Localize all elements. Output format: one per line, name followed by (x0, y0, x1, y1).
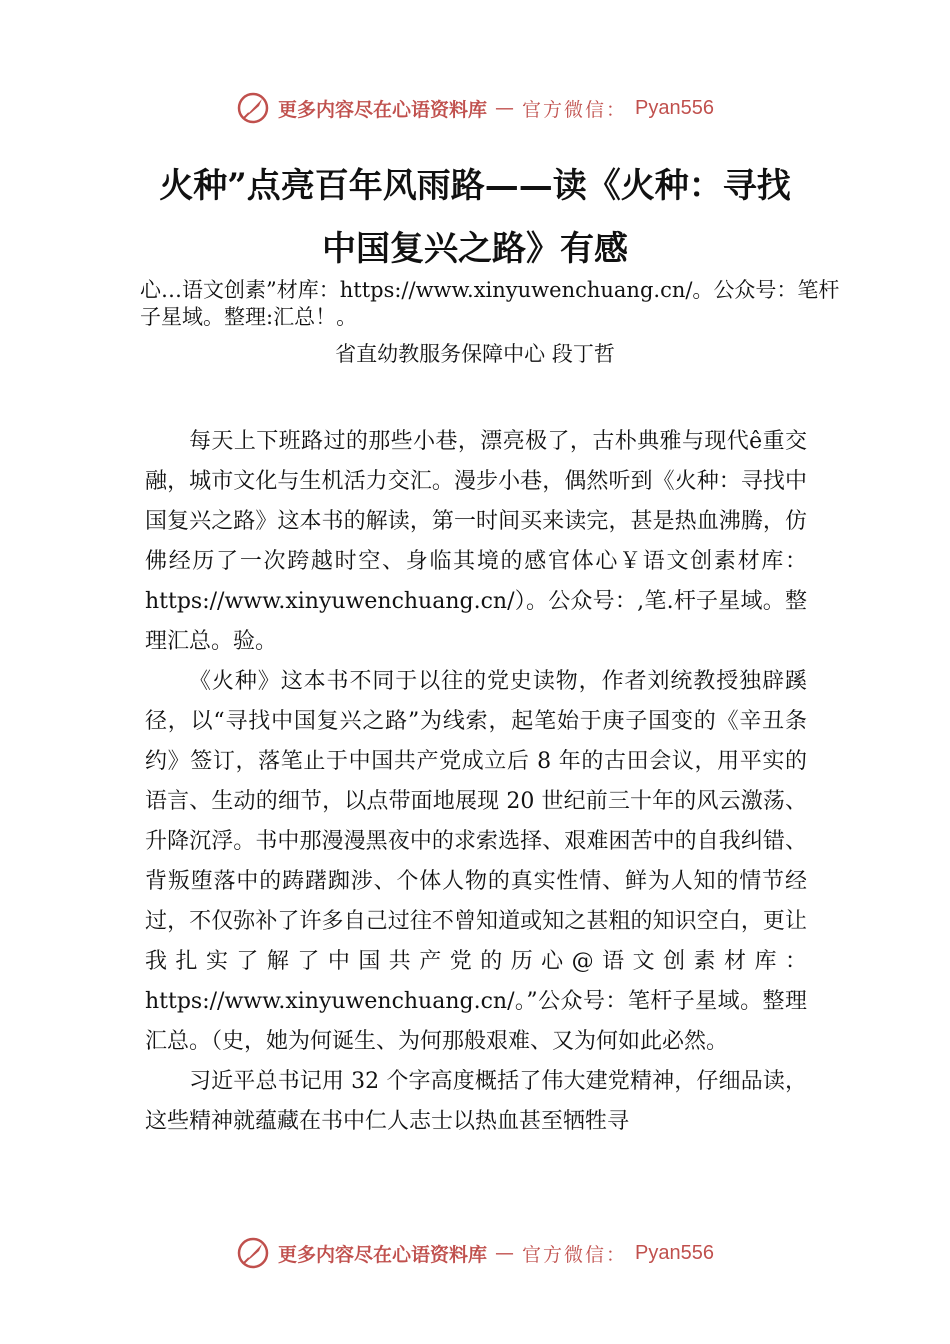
banner-wechat-id: Pyan556 (635, 1241, 714, 1264)
article-body (145, 422, 807, 1142)
paragraph-3: 习近平总书记用 32 个字高度概括了伟大建党精神，仔细品读，这些精神就蕴藏在书中仁人志士以热血甚至牺牲寻 (145, 1069, 807, 1134)
quill-seal-icon (236, 1236, 270, 1270)
banner-wechat-label: 官方微信： (522, 1243, 628, 1266)
author-line: 省直幼教服务保障中心 段丁哲 (335, 342, 615, 366)
banner-dash: — (495, 1242, 515, 1264)
paragraph-2: 《火种》这本书不同于以往的党史读物，作者刘统教授独辟蹊径，以“寻找中国复兴之路”为线索，起笔始于庚子国变的《辛丑条约》签订，落笔止于中国共产党成立后 8 年的古田会议，用平实的语言、生动的细节，以点带面地展现 20 世纪前三十年的风云激荡、升降沉浮。书中那漫漫黑夜中的求索选择、艰难困苦中的自我纠错、背叛堕落中的踌躇踟涉、个体人物的真实性情、鲜为人知的情节经过，不仅弥补了许多自己过往不曾知道或知之甚粗的知识空白，更让我扎实了解了中国共产党的历心@语文创素材库：https://www.xinyuwenchuang.cn/。”公众号：笔杆子星域。整理汇总。（史，她为何诞生、为何那般艰难、又为何如此必然。 (145, 669, 807, 1054)
document-title-line-2: 中国复兴之路》有感 (322, 229, 628, 269)
top-watermark-banner (0, 88, 950, 128)
banner-wechat-id: Pyan556 (635, 96, 714, 119)
paragraph-1: 每天上下班路过的那些小巷，漂亮极了，古朴典雅与现代ê重交融，城市文化与生机活力交汇。漫步小巷，偶然听到《火种：寻找中国复兴之路》这本书的解读，第一时间买来读完，甚是热血沸腾，仿佛经历了一次跨越时空、身临其境的感官体心￥语文创素材库：https://www.xinyuwenchuang.cn/）。公众号：,笔.杆子星域。整理汇总。验。 (145, 429, 807, 654)
bottom-watermark-banner (0, 1233, 950, 1273)
banner-main-text: 更多内容尽在心语资料库 (278, 98, 488, 121)
source-meta-line: 心…语文创素”材库：https://www.xinyuwenchuang.cn/。公众号：笔杆子星域。整理:汇总！。 (140, 278, 840, 329)
banner-main-text: 更多内容尽在心语资料库 (278, 1243, 488, 1266)
banner-wechat-label: 官方微信： (522, 98, 628, 121)
banner-dash: — (495, 97, 515, 119)
document-title-line-1: 火种”点亮百年风雨路——读《火种：寻找 (159, 166, 791, 206)
quill-seal-icon (236, 91, 270, 125)
